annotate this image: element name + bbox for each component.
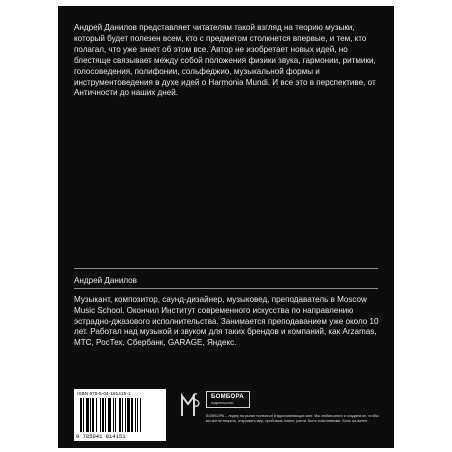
book-back-cover: [58, 6, 394, 448]
divider-top: [74, 268, 378, 269]
isbn-barcode: [74, 389, 166, 441]
author-bio: Музыкант, композитор, саунд-дизайнер, музыковед, преподаватель в Moscow Music School. Окончил Институт современного искусства по направлению эстрадно-джазового исполнительства. Занимается преподаванием уже около 10 лет. Работал над музыкой и звуком для таких брендов и компаний, как Arzamas, МТС, РосТех, Сбербанк, GARAGE, Яндекс.: [74, 295, 379, 348]
cover-blurb: Андрей Данилов представляет читателям такой взгляд на теорию музыки, который будет полезен всем, кто с предметом столкнется впервые, и тем, кто полагал, что уже знает об этом все. Автор не изобретает новых идей, но блестяще связывает между собой положения физики звука, гармонии, ритмики, голосоведения, полифонии, сольфеджио, музыкальной формы и инструментоведения в духе идей о Harmonia Mundi. И все это в перспективе, от Античности до наших дней.: [74, 23, 376, 98]
barcode-number: 9 785041 814151: [76, 433, 126, 440]
barcode-icon: [80, 398, 160, 432]
divider-bottom: [74, 288, 378, 289]
publisher-logo: [206, 391, 250, 408]
isbn-label: ISBN 978-5-04-181415-1: [77, 391, 131, 396]
music-school-logo-icon: [180, 390, 200, 418]
author-name: Андрей Данилов: [74, 276, 137, 285]
publisher-note: БОМБОРА – лидер на рынке полезных и вдохновляющих книг. Мы любим книги и создаем их, чтобы вы могли творить, открывать мир, пробовать новое, расти. Быть счастливыми. Быть на волне.: [206, 414, 379, 424]
publisher-logo-sub: издательство: [211, 401, 234, 405]
publisher-logo-name: БОМБОРА: [211, 394, 244, 400]
